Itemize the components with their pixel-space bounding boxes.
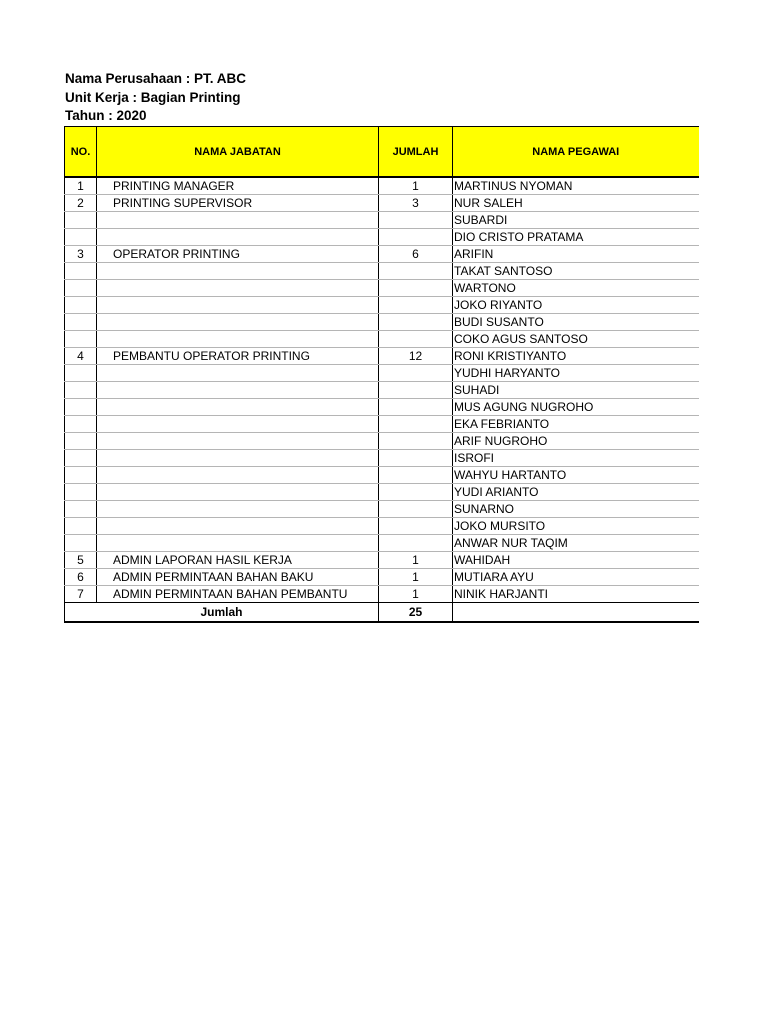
table-row — [65, 297, 699, 314]
cell-no — [65, 467, 97, 484]
cell-jumlah — [379, 212, 453, 229]
cell-jabatan — [97, 399, 379, 416]
cell-jabatan — [97, 535, 379, 552]
cell-pegawai: JOKO MURSITO — [453, 518, 699, 535]
cell-jumlah: 1 — [379, 569, 453, 586]
table-row — [65, 365, 699, 382]
cell-pegawai: JOKO RIYANTO — [453, 297, 699, 314]
cell-pegawai: MUS AGUNG NUGROHO — [453, 399, 699, 416]
cell-jumlah — [379, 535, 453, 552]
cell-no: 5 — [65, 552, 97, 569]
cell-no — [65, 450, 97, 467]
cell-jabatan — [97, 280, 379, 297]
cell-no — [65, 382, 97, 399]
cell-no: 2 — [65, 195, 97, 212]
cell-jabatan — [97, 365, 379, 382]
cell-pegawai: SUBARDI — [453, 212, 699, 229]
cell-no — [65, 484, 97, 501]
table-row — [65, 416, 699, 433]
cell-jabatan — [97, 484, 379, 501]
table-row — [65, 399, 699, 416]
cell-no — [65, 365, 97, 382]
cell-pegawai: MUTIARA AYU — [453, 569, 699, 586]
cell-jumlah — [379, 416, 453, 433]
cell-pegawai: ARIFIN — [453, 246, 699, 263]
cell-jabatan — [97, 450, 379, 467]
total-row — [65, 603, 699, 623]
cell-no: 3 — [65, 246, 97, 263]
cell-jumlah — [379, 229, 453, 246]
cell-jabatan — [97, 467, 379, 484]
table-row — [65, 535, 699, 552]
table-row — [65, 467, 699, 484]
cell-jabatan — [97, 263, 379, 280]
table-row — [65, 246, 699, 263]
cell-jabatan: PRINTING SUPERVISOR — [97, 195, 379, 212]
column-header-jumlah: JUMLAH — [379, 127, 453, 178]
cell-pegawai: YUDHI HARYANTO — [453, 365, 699, 382]
cell-jabatan: ADMIN PERMINTAAN BAHAN BAKU — [97, 569, 379, 586]
table-row — [65, 348, 699, 365]
table-row — [65, 263, 699, 280]
cell-pegawai: EKA FEBRIANTO — [453, 416, 699, 433]
cell-no — [65, 212, 97, 229]
cell-jumlah — [379, 433, 453, 450]
cell-jumlah — [379, 297, 453, 314]
cell-jumlah — [379, 399, 453, 416]
cell-jabatan: OPERATOR PRINTING — [97, 246, 379, 263]
table-row — [65, 212, 699, 229]
table-row — [65, 382, 699, 399]
cell-jabatan — [97, 229, 379, 246]
cell-no — [65, 297, 97, 314]
table-row — [65, 450, 699, 467]
table-row — [65, 314, 699, 331]
cell-pegawai: YUDI ARIANTO — [453, 484, 699, 501]
cell-no — [65, 399, 97, 416]
table-row — [65, 280, 699, 297]
work-unit: Unit Kerja : Bagian Printing — [65, 89, 241, 105]
cell-jumlah — [379, 314, 453, 331]
cell-jabatan — [97, 212, 379, 229]
cell-jabatan: ADMIN PERMINTAAN BAHAN PEMBANTU — [97, 586, 379, 603]
table-row — [65, 433, 699, 450]
total-value: 25 — [379, 603, 453, 623]
table-row — [65, 195, 699, 212]
cell-jumlah: 6 — [379, 246, 453, 263]
cell-pegawai: ISROFI — [453, 450, 699, 467]
cell-no — [65, 314, 97, 331]
cell-no — [65, 501, 97, 518]
table-header-row — [65, 127, 699, 178]
cell-jabatan — [97, 382, 379, 399]
cell-jabatan: ADMIN LAPORAN HASIL KERJA — [97, 552, 379, 569]
cell-jumlah: 1 — [379, 586, 453, 603]
cell-no — [65, 433, 97, 450]
table-row — [65, 331, 699, 348]
cell-jumlah — [379, 467, 453, 484]
table-row — [65, 484, 699, 501]
cell-no: 6 — [65, 569, 97, 586]
cell-jumlah: 12 — [379, 348, 453, 365]
cell-no — [65, 280, 97, 297]
cell-jumlah — [379, 331, 453, 348]
table-row — [65, 501, 699, 518]
cell-jumlah: 1 — [379, 177, 453, 195]
column-header-jabatan: NAMA JABATAN — [97, 127, 379, 178]
staff-table — [64, 126, 699, 623]
column-header-pegawai: NAMA PEGAWAI — [453, 127, 699, 178]
cell-pegawai: WAHYU HARTANTO — [453, 467, 699, 484]
cell-jabatan — [97, 331, 379, 348]
cell-pegawai: BUDI SUSANTO — [453, 314, 699, 331]
total-empty-cell — [453, 603, 699, 623]
cell-jumlah — [379, 484, 453, 501]
cell-jabatan — [97, 433, 379, 450]
cell-no: 4 — [65, 348, 97, 365]
cell-jumlah — [379, 518, 453, 535]
document-header — [65, 70, 246, 126]
cell-no — [65, 416, 97, 433]
cell-jumlah: 1 — [379, 552, 453, 569]
cell-pegawai: MARTINUS NYOMAN — [453, 177, 699, 195]
cell-pegawai: SUNARNO — [453, 501, 699, 518]
cell-jabatan: PRINTING MANAGER — [97, 177, 379, 195]
total-label: Jumlah — [65, 603, 379, 623]
cell-jabatan — [97, 416, 379, 433]
cell-pegawai: ANWAR NUR TAQIM — [453, 535, 699, 552]
cell-pegawai: RONI KRISTIYANTO — [453, 348, 699, 365]
cell-no — [65, 229, 97, 246]
cell-no: 7 — [65, 586, 97, 603]
cell-pegawai: ARIF NUGROHO — [453, 433, 699, 450]
cell-jabatan — [97, 501, 379, 518]
cell-jabatan — [97, 518, 379, 535]
cell-pegawai: COKO AGUS SANTOSO — [453, 331, 699, 348]
cell-jabatan: PEMBANTU OPERATOR PRINTING — [97, 348, 379, 365]
table-body — [65, 177, 699, 603]
cell-jumlah — [379, 280, 453, 297]
cell-pegawai: SUHADI — [453, 382, 699, 399]
cell-jumlah — [379, 450, 453, 467]
cell-pegawai: DIO CRISTO PRATAMA — [453, 229, 699, 246]
table-row — [65, 569, 699, 586]
cell-pegawai: NINIK HARJANTI — [453, 586, 699, 603]
company-name: Nama Perusahaan : PT. ABC — [65, 71, 247, 86]
cell-jumlah — [379, 365, 453, 382]
table-row — [65, 552, 699, 569]
cell-no — [65, 518, 97, 535]
cell-pegawai: TAKAT SANTOSO — [453, 263, 699, 280]
column-header-no: NO. — [65, 127, 97, 178]
cell-pegawai: WAHIDAH — [453, 552, 699, 569]
table-row — [65, 586, 699, 603]
cell-no: 1 — [65, 177, 97, 195]
table-row — [65, 518, 699, 535]
cell-no — [65, 535, 97, 552]
cell-jumlah — [379, 501, 453, 518]
cell-no — [65, 263, 97, 280]
cell-pegawai: WARTONO — [453, 280, 699, 297]
cell-pegawai: NUR SALEH — [453, 195, 699, 212]
table-row — [65, 177, 699, 195]
cell-jumlah: 3 — [379, 195, 453, 212]
cell-jumlah — [379, 263, 453, 280]
cell-jumlah — [379, 382, 453, 399]
cell-no — [65, 331, 97, 348]
year: Tahun : 2020 — [65, 108, 147, 123]
table-row — [65, 229, 699, 246]
cell-jabatan — [97, 297, 379, 314]
cell-jabatan — [97, 314, 379, 331]
